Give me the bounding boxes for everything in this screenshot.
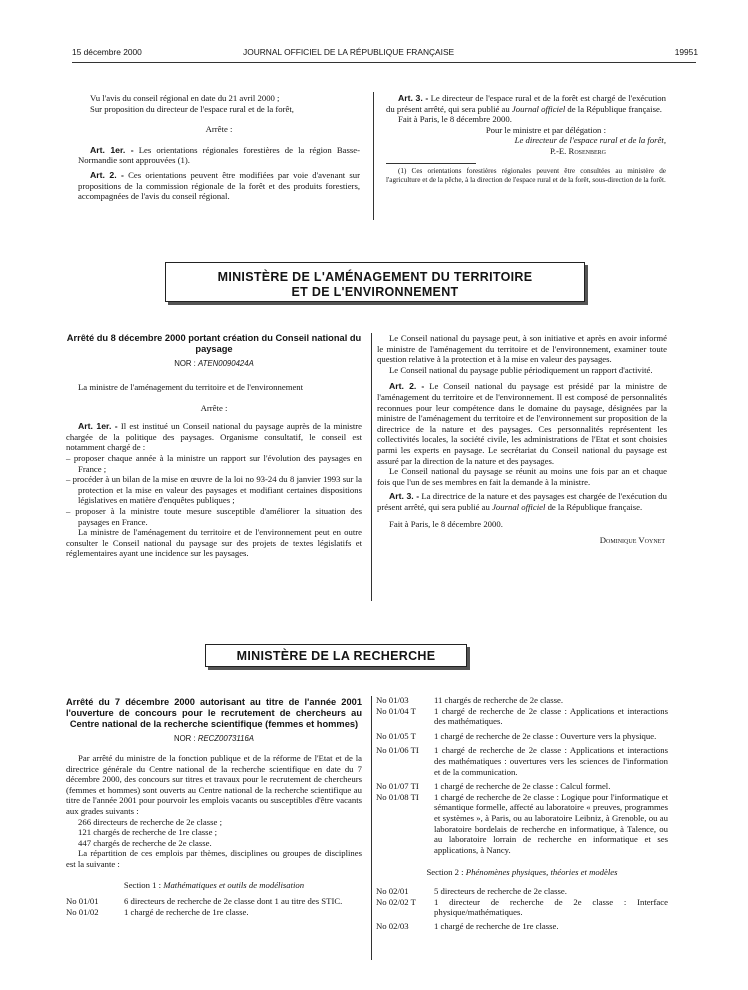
column-divider xyxy=(371,696,372,960)
arrete1-left-column xyxy=(66,333,362,559)
arrete1-article-2: Art. 2. - Le Conseil national du paysage est présidé par la ministre de l'aménagement du territoire et de l'environnement. Il est composé de personnalités reconnues pour leur compétence dans le domaine du paysage, désignées par la ministre de l'aménagement du territoire et de l'environnement sur proposition de la directrice de la nature et des paysages. Ces personnalités représentent les collectivités locales, la société civile, les administrations de l'Etat et sont choisies parmi les experts en paysage. Le secrétariat du Conseil national du paysage est assuré par la direction de la nature et des paysages. xyxy=(377,381,668,466)
list-item: No 02/03 1 chargé de recherche de 1re classe. xyxy=(376,920,559,931)
list-item: No 01/04 T 1 chargé de recherche de 2e classe : Applications et interactions des mathématiques. xyxy=(376,705,668,727)
arrete1-reunit: Le Conseil national du paysage se réunit au moins une fois par an et chaque fois que l'un de ses membres en fait la demande à la ministre. xyxy=(377,466,667,487)
arrete2-right-column xyxy=(376,695,668,931)
article-1-label: Art. 1er. - xyxy=(90,144,134,155)
header-rule xyxy=(72,62,696,63)
signer-role: Le directeur de l'espace rural et de la forêt, xyxy=(514,135,666,146)
article-3-text-end: de la République française. xyxy=(567,103,662,114)
section1-heading: Section 1 : Mathématiques et outils de modélisation xyxy=(123,879,305,890)
article-3-text: Le directeur de l'espace rural et de la forêt est chargé de l'exécution du présent arrêté, qui sera publié au xyxy=(386,93,666,114)
ministry-heading-recherche: MINISTÈRE DE LA RECHERCHE xyxy=(205,644,467,667)
list-item: No 01/07 TI 1 chargé de recherche de 2e classe : Calcul formel. xyxy=(376,781,611,792)
arrete2-repartition: La répartition de ces emplois par thèmes, disciplines ou groupes de disciplines est la suivante : xyxy=(66,848,362,869)
arrete2-intro: Par arrêté du ministre de la fonction publique et de la réforme de l'Etat et de la directrice générale du Centre national de la recherche scientifique en date du 7 décembre 2000, des concours sur titres et travaux pour le recrutement de chercheurs (femmes et hommes) sont ouverts au Centre national de la recherche scientifique au titre de l'année 2001 pour pourvoir les emplois vacants ou susceptibles d'être vacants aux grades suivants : xyxy=(66,753,362,816)
list-item: No 01/03 11 chargés de recherche de 2e classe. xyxy=(376,695,564,705)
arrete1-arrete-label: Arrête : xyxy=(200,402,228,413)
arrete1-right-column xyxy=(377,333,667,546)
arrete2-nor: NOR : RECZ0073116A xyxy=(173,734,255,743)
journal-officiel: Journal officiel xyxy=(511,103,566,114)
signer-name: P.-E. Rosenberg xyxy=(549,145,606,156)
list-item: No 02/02 T 1 directeur de recherche de 2e classe : Interface physique/mathématiques. xyxy=(376,896,668,918)
arrete1-initiative: Le Conseil national du paysage peut, à son initiative et après en avoir informé le ministre de l'aménagement du territoire et de l'environnement, examiner toute question relative à la protection et à la mise en valeur des paysages. xyxy=(377,333,667,365)
fait-a-paris: Fait à Paris, le 8 décembre 2000. xyxy=(398,114,512,125)
arrete1-signer: Dominique Voynet xyxy=(599,535,665,546)
arrete1-item: – proposer chaque année à la ministre un rapport sur l'évolution des paysages en France ; xyxy=(66,452,362,474)
grade-line: 121 chargés de recherche de 1re classe ; xyxy=(78,827,218,838)
ministry-heading-territoire xyxy=(165,262,585,302)
footnote: (1) Ces orientations forestières régionales peuvent être consultées au ministère de l'agriculture et de la pêche, à la direction de l'espace rural et de la forêt, sous-direction de la forêt. xyxy=(386,166,666,184)
article-3 xyxy=(386,93,666,114)
arrete1-intro: La ministre de l'aménagement du territoire et de l'environnement xyxy=(78,382,304,392)
grade-line: 447 chargés de recherche de 2e classe. xyxy=(78,837,212,848)
list-item: No 01/05 T 1 chargé de recherche de 2e classe : Ouverture vers la physique. xyxy=(376,730,657,741)
arrete1-rapport: Le Conseil national du paysage publie périodiquement un rapport d'activité. xyxy=(389,364,653,375)
journal-title: JOURNAL OFFICIEL DE LA RÉPUBLIQUE FRANÇAISE xyxy=(243,47,455,57)
list-item: No 01/02 1 chargé de recherche de 1re classe. xyxy=(66,906,249,917)
vu-avis: Vu l'avis du conseil régional en date du 21 avril 2000 ; xyxy=(90,93,280,103)
article-1-text: Les orientations régionales forestières de la région Basse-Normandie sont approuvées (1). xyxy=(78,144,360,166)
article-3-label: Art. 3. - xyxy=(398,93,429,103)
sur-proposition: Sur proposition du directeur de l'espace rural et de la forêt, xyxy=(90,103,294,114)
article-2 xyxy=(78,170,360,202)
arrete1-item: – proposer à la ministre toute mesure susceptible d'améliorer la situation des paysages en France. xyxy=(66,505,362,527)
column-divider xyxy=(371,333,372,601)
ministry-heading-line1: MINISTÈRE DE L'AMÉNAGEMENT DU TERRITOIRE xyxy=(217,270,533,284)
article-2-label: Art. 2. - xyxy=(90,169,124,180)
page-number: 19951 xyxy=(674,47,698,57)
arrete1-fait: Fait à Paris, le 8 décembre 2000. xyxy=(389,518,503,529)
ministry-heading-line2: ET DE L'ENVIRONNEMENT xyxy=(291,285,459,299)
header-date: 15 décembre 2000 xyxy=(72,47,142,57)
top-right-column xyxy=(386,93,666,185)
article-2-text: Ces orientations peuvent être modifiées par voie d'avenant sur propositions de la commission régionale de la forêt et des produits forestiers, accompagnées de l'avis du conseil régional. xyxy=(78,169,360,202)
footnote-rule xyxy=(386,163,476,164)
arrete2-title: Arrêté du 7 décembre 2000 autorisant au titre de l'année 2001 l'ouverture de concours pour le recrutement de chercheurs au Centre national de la recherche scientifique (femmes et hommes) xyxy=(66,697,362,729)
grade-line: 266 directeurs de recherche de 2e classe ; xyxy=(78,816,222,827)
top-left-column xyxy=(78,93,360,202)
article-1 xyxy=(78,145,360,166)
list-item: No 01/01 6 directeurs de recherche de 2e classe dont 1 au titre des STIC. xyxy=(66,896,343,907)
list-item: No 02/01 5 directeurs de recherche de 2e classe. xyxy=(376,885,567,896)
arrete2-left-column xyxy=(66,697,362,917)
section2-heading: Section 2 : Phénomènes physiques, théories et modèles xyxy=(426,867,618,878)
arrete1-article-3: Art. 3. - La directrice de la nature et des paysages est chargée de l'exécution du présent arrêté, qui sera publié au Journal officiel de la République française. xyxy=(377,491,667,512)
arrete1-consult: La ministre de l'aménagement du territoire et de l'environnement peut en outre consulter le Conseil national du paysage sur des projets de textes législatifs et réglementaires ayant une incidence sur les paysages. xyxy=(66,527,362,559)
column-divider xyxy=(373,92,374,220)
arrete1-nor: NOR : ATEN0090424A xyxy=(174,359,254,368)
arrete1-item: – procéder à un bilan de la mise en œuvre de la loi no 93-24 du 8 janvier 1993 sur la protection et la mise en valeur des paysages et modifiant certaines dispositions législatives en matière d'enquêtes publiques ; xyxy=(66,474,362,506)
arrete1-article-1: Art. 1er. - Il est institué un Conseil national du paysage auprès de la ministre chargée de la politique des paysages. Organisme consultatif, le conseil est notamment chargé de : xyxy=(66,421,362,453)
arrete1-title: Arrêté du 8 décembre 2000 portant création du Conseil national du paysage xyxy=(66,333,362,354)
arrete-label: Arrête : xyxy=(205,124,233,135)
list-item: No 01/08 TI 1 chargé de recherche de 2e classe : Logique pour l'informatique et sémantique formelle, affecté au laboratoire « preuves, programmes et systèmes », à Paris, ou au laboratoire Leibniz, à Grenoble, ou au laboratoire bordelais de recherche en informatique, à Talence, ou au laboratoire lorrain de recherche en informatique et ses applications, à Nancy. xyxy=(376,791,668,855)
list-item: No 01/06 TI 1 chargé de recherche de 2e classe : Applications et interactions des mathématiques : ouvertures vers les sciences de l'information et de la communication. xyxy=(376,745,668,777)
pour-le-ministre: Pour le ministre et par délégation : xyxy=(485,124,606,135)
